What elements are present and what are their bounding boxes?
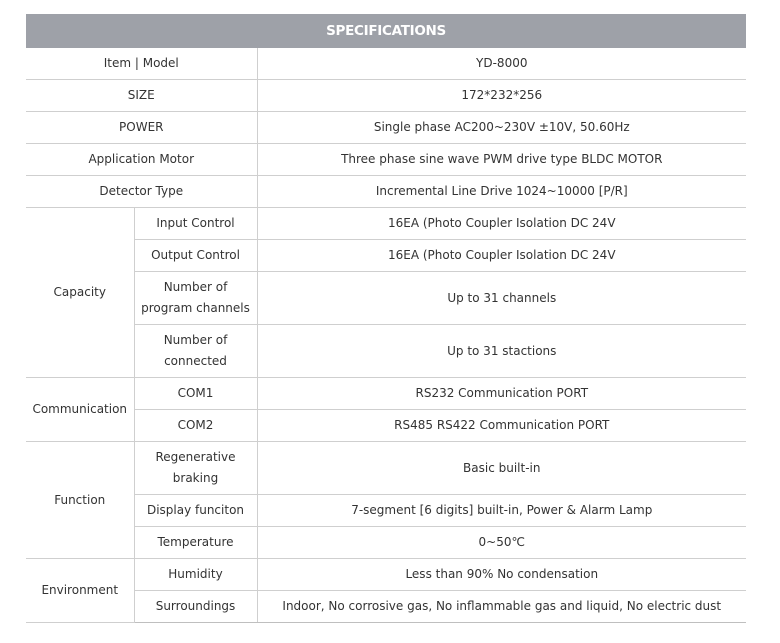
table-row — [26, 48, 746, 80]
row-value-program-channels: Up to 31 channels — [257, 272, 746, 325]
row-value-application-motor: Three phase sine wave PWM drive type BLDC MOTOR — [257, 144, 746, 176]
row-label-item-model: Item | Model — [26, 48, 257, 80]
row-label-program-channels — [134, 272, 257, 325]
specifications-table — [26, 14, 746, 623]
table-row — [26, 208, 746, 240]
row-label-temperature: Temperature — [134, 527, 257, 559]
specifications-table-container — [26, 14, 746, 623]
row-label-size: SIZE — [26, 80, 257, 112]
row-value-display-function: 7-segment [6 digits] built-in, Power & Alarm Lamp — [257, 495, 746, 527]
row-label-com2: COM2 — [134, 410, 257, 442]
label-line: program channels — [141, 301, 250, 315]
table-row — [26, 240, 746, 272]
label-line: Regenerative — [155, 450, 236, 464]
row-value-power: Single phase AC200~230V ±10V, 50.60Hz — [257, 112, 746, 144]
group-label-capacity: Capacity — [26, 208, 134, 378]
row-label-humidity: Humidity — [134, 559, 257, 591]
label-line: Number of — [163, 280, 228, 294]
row-label-surroundings: Surroundings — [134, 591, 257, 623]
row-value-temperature: 0~50℃ — [257, 527, 746, 559]
table-row — [26, 410, 746, 442]
row-value-size: 172*232*256 — [257, 80, 746, 112]
label-line: connected — [164, 354, 227, 368]
row-value-connected: Up to 31 stactions — [257, 325, 746, 378]
group-label-communication: Communication — [26, 378, 134, 442]
table-title: SPECIFICATIONS — [26, 14, 746, 48]
row-label-com1: COM1 — [134, 378, 257, 410]
row-value-input-control: 16EA (Photo Coupler Isolation DC 24V — [257, 208, 746, 240]
label-line: braking — [172, 471, 219, 485]
group-label-function: Function — [26, 442, 134, 559]
row-value-output-control: 16EA (Photo Coupler Isolation DC 24V — [257, 240, 746, 272]
row-label-detector-type: Detector Type — [26, 176, 257, 208]
group-label-environment: Environment — [26, 559, 134, 623]
row-value-detector-type: Incremental Line Drive 1024~10000 [P/R] — [257, 176, 746, 208]
row-value-regenerative-braking: Basic built-in — [257, 442, 746, 495]
row-value-com2: RS485 RS422 Communication PORT — [257, 410, 746, 442]
table-row — [26, 527, 746, 559]
label-line: Number of — [163, 333, 228, 347]
row-label-input-control: Input Control — [134, 208, 257, 240]
table-row — [26, 495, 746, 527]
table-row — [26, 80, 746, 112]
table-row — [26, 559, 746, 591]
row-value-humidity: Less than 90% No condensation — [257, 559, 746, 591]
table-row — [26, 176, 746, 208]
row-label-display-function: Display funciton — [134, 495, 257, 527]
row-label-application-motor: Application Motor — [26, 144, 257, 176]
row-value-surroundings: Indoor, No corrosive gas, No inflammable gas and liquid, No electric dust — [257, 591, 746, 623]
row-label-connected — [134, 325, 257, 378]
table-row — [26, 378, 746, 410]
table-row — [26, 325, 746, 378]
row-value-com1: RS232 Communication PORT — [257, 378, 746, 410]
row-value-item-model: YD-8000 — [257, 48, 746, 80]
table-row — [26, 144, 746, 176]
table-row — [26, 442, 746, 495]
table-row — [26, 112, 746, 144]
table-row — [26, 591, 746, 623]
row-label-power: POWER — [26, 112, 257, 144]
row-label-regenerative-braking — [134, 442, 257, 495]
row-label-output-control: Output Control — [134, 240, 257, 272]
table-row — [26, 272, 746, 325]
